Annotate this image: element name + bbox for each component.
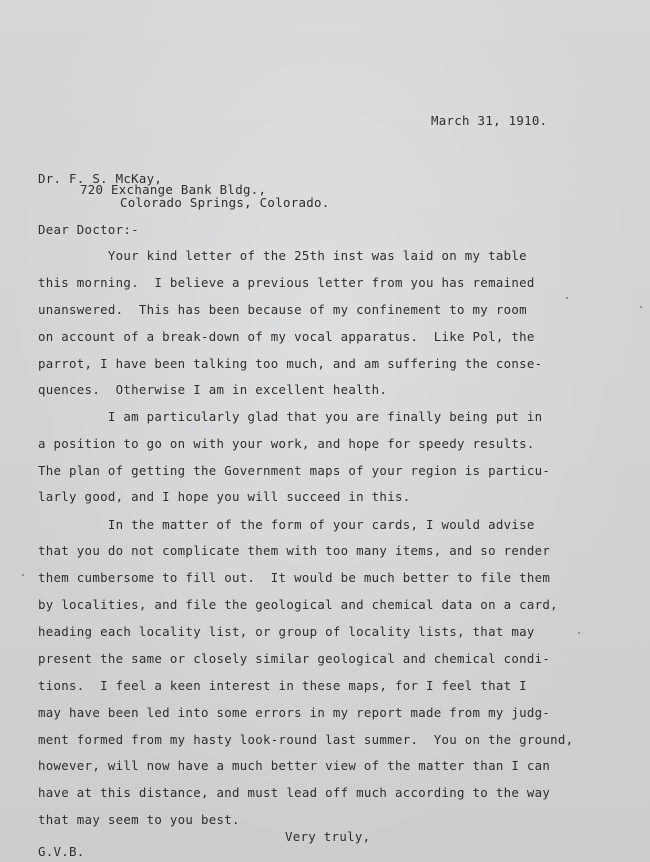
body-line: parrot, I have been talking too much, and am suffering the conse-	[38, 356, 543, 371]
body-line: present the same or closely similar geological and chemical condi-	[38, 651, 551, 666]
body-line: Your kind letter of the 25th inst was laid on my table	[38, 248, 527, 263]
body-line: have at this distance, and must lead off much according to the way	[38, 785, 551, 800]
body-line: however, will now have a much better view of the matter than I can	[38, 758, 551, 773]
body-line: on account of a break-down of my vocal apparatus. Like Pol, the	[38, 329, 535, 344]
body-line: by localities, and file the geological and chemical data on a card,	[38, 597, 558, 612]
body-line: this morning. I believe a previous letter from you has remained	[38, 275, 535, 290]
salutation: Dear Doctor:-	[38, 222, 139, 237]
recipient-name: Dr. F. S. McKay,	[38, 171, 163, 186]
closing: Very truly,	[285, 829, 371, 844]
paper-speck	[640, 306, 642, 308]
paper-speck	[22, 574, 24, 576]
body-line: a position to go on with your work, and hope for speedy results.	[38, 436, 535, 451]
body-line: that you do not complicate them with too many items, and so render	[38, 543, 551, 558]
body-line: unanswered. This has been because of my confinement to my room	[38, 302, 527, 317]
recipient-street: 720 Exchange Bank Bldg.,	[80, 182, 267, 197]
body-line: tions. I feel a keen interest in these maps, for I feel that I	[38, 678, 527, 693]
body-line: that may seem to you best.	[38, 812, 240, 827]
body-line: heading each locality list, or group of locality lists, that may	[38, 624, 535, 639]
paper-speck	[578, 632, 580, 634]
paper-speck	[566, 297, 568, 299]
body-line: them cumbersome to fill out. It would be much better to file them	[38, 570, 551, 585]
body-line: larly good, and I hope you will succeed in this.	[38, 489, 411, 504]
body-line: quences. Otherwise I am in excellent health.	[38, 382, 388, 397]
letter-date: March 31, 1910.	[431, 113, 548, 128]
body-line: ment formed from my hasty look-round last summer. You on the ground,	[38, 732, 574, 747]
body-line: I am particularly glad that you are finally being put in	[38, 409, 543, 424]
body-line: The plan of getting the Government maps of your region is particu-	[38, 463, 551, 478]
body-line: In the matter of the form of your cards, I would advise	[38, 517, 535, 532]
body-line: may have been led into some errors in my report made from my judg-	[38, 705, 551, 720]
recipient-city: Colorado Springs, Colorado.	[120, 195, 330, 210]
signature-initials: G.V.B.	[38, 844, 85, 859]
